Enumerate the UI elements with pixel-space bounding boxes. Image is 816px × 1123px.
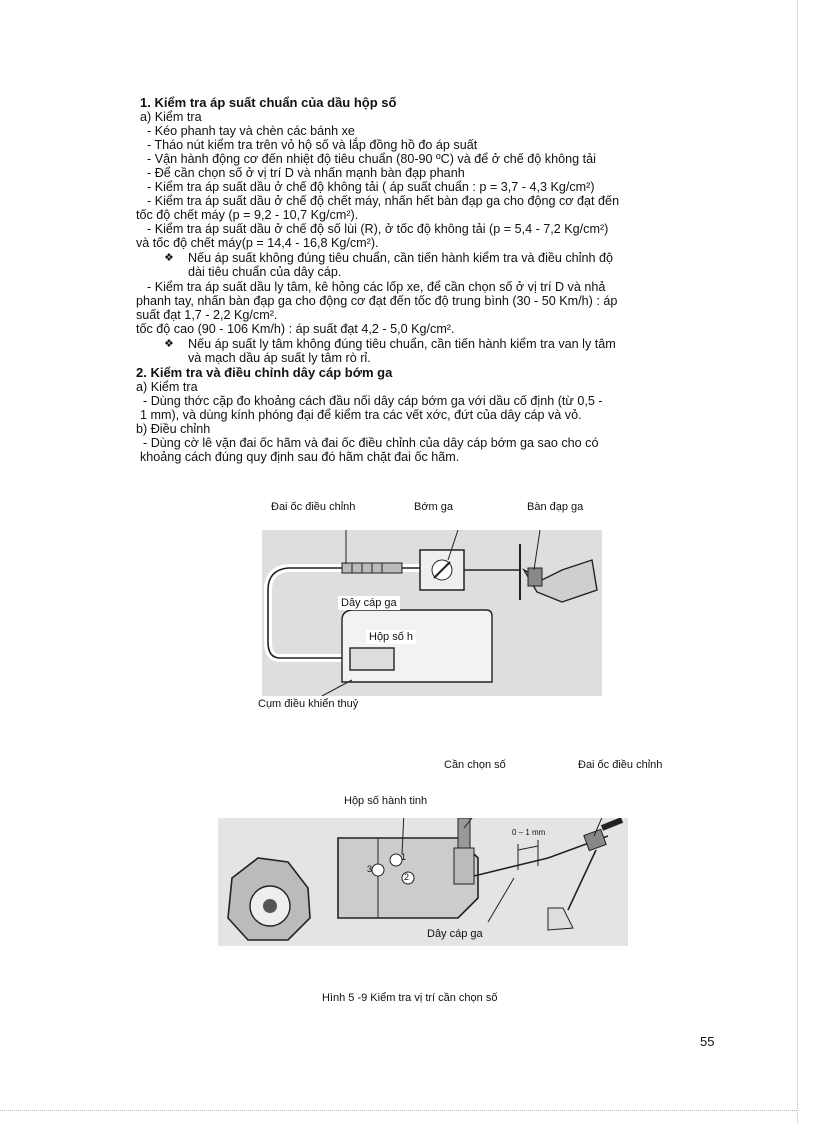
fig2-label-lever: Cần chọn số xyxy=(444,759,506,771)
section1-line2: - Kiểm tra áp suất dầu ly tâm, kê hỏng các lốp xe, để cần chọn số ở vị trí D và nhả xyxy=(147,280,606,294)
fig1-label-nut: Đai ốc điều chỉnh xyxy=(271,501,356,513)
fig2-label-nut: Đai ốc điều chỉnh xyxy=(578,759,663,771)
section2-a-line: 1 mm), và dùng kính phóng đại để kiểm tra các vết xớc, đứt của dây cáp và vỏ. xyxy=(140,408,582,422)
fig2-label-gap: 0 – 1 mm xyxy=(512,828,546,837)
section1-line: - Để cần chọn số ở vị trí D và nhấn mạnh bàn đạp phanh xyxy=(147,166,465,180)
fig1-label-hydraulic: Cụm điều khiển thuỷ xyxy=(258,698,359,710)
section1-line: - Kiểm tra áp suất dầu ở chế độ chết máy, nhấn hết bàn đạp ga cho động cơ đạt đến xyxy=(147,194,620,208)
fig2-illustration xyxy=(218,818,628,946)
section1-line: - Kéo phanh tay và chèn các bánh xe xyxy=(147,124,355,138)
figure-caption: Hình 5 -9 Kiểm tra vị trí cần chọn số xyxy=(322,992,498,1004)
fig2-drawing xyxy=(218,818,628,946)
section1-line: tốc độ chết máy (p = 9,2 - 10,7 Kg/cm²). xyxy=(136,208,359,222)
section2-sub-a: a) Kiểm tra xyxy=(136,380,198,394)
page-border-bottom xyxy=(0,1110,797,1111)
section2-title: 2. Kiểm tra và điều chỉnh dây cáp bớm ga xyxy=(136,365,393,380)
section1-line: - Vận hành động cơ đến nhiệt độ tiêu chuẩn (80-90 ºC) và để ở chế độ không tải xyxy=(147,152,596,166)
section2-b-line: - Dùng cờ lê vặn đai ốc hãm và đai ốc điều chỉnh của dây cáp bớm ga sao cho có xyxy=(143,436,599,450)
page-number: 55 xyxy=(700,1034,715,1049)
section1-line: - Tháo nút kiểm tra trên vỏ hộ số và lắp đồng hồ đo áp suất xyxy=(147,138,478,152)
page-border-right xyxy=(797,0,798,1123)
section2-a-line: - Dùng thớc cặp đo khoảng cách đầu nối dây cáp bớm ga với dầu cố định (từ 0,5 - xyxy=(143,394,603,408)
note2-line: và mạch dầu áp suất ly tâm rò rỉ. xyxy=(188,351,371,365)
fig2-label-cable: Dây cáp ga xyxy=(424,928,486,940)
section1-line2: suất đạt 1,7 - 2,2 Kg/cm². xyxy=(136,308,278,322)
section1-line: - Kiểm tra áp suất dầu ở chế độ số lùi (R), ở tốc độ không tải (p = 5,4 - 7,2 Kg/cm²) xyxy=(147,222,609,236)
fig1-drawing xyxy=(262,530,602,696)
section1-line: và tốc độ chết máy(p = 14,4 - 16,8 Kg/cm²). xyxy=(136,236,379,250)
fig2-num-3: 3 xyxy=(367,864,373,874)
section2-b-line: khoảng cách đúng quy định sau đó hãm chặt đai ốc hãm. xyxy=(140,450,460,464)
note1-line: dài tiêu chuẩn của dây cáp. xyxy=(188,265,342,279)
section2-sub-b: b) Điều chỉnh xyxy=(136,422,211,436)
section1-line: - Kiểm tra áp suất dầu ở chế độ không tải ( áp suất chuẩn : p = 3,7 - 4,3 Kg/cm²) xyxy=(147,180,595,194)
fig1-label-cable: Dây cáp ga xyxy=(338,596,400,610)
section1-sub-a: a) Kiểm tra xyxy=(140,110,202,124)
note1-line: ❖ Nếu áp suất không đúng tiêu chuẩn, cần tiến hành kiểm tra và điều chỉnh độ xyxy=(188,251,613,266)
section1-title: 1. Kiểm tra áp suất chuẩn của dầu hộp số xyxy=(140,95,397,110)
section1-line2: tốc độ cao (90 - 106 Km/h) : áp suất đạt 4,2 - 5,0 Kg/cm². xyxy=(136,322,455,336)
fig1-label-pedal: Bàn đạp ga xyxy=(527,501,584,513)
note2-line: ❖ Nếu áp suất ly tâm không đúng tiêu chuẩn, cần tiến hành kiểm tra van ly tâm xyxy=(188,337,616,352)
fig1-illustration xyxy=(262,530,602,696)
fig2-num-2: 2 xyxy=(404,872,410,882)
fig2-label-gearbox: Hộp số hành tinh xyxy=(344,795,428,807)
fig1-label-throttle: Bớm ga xyxy=(414,501,454,513)
section1-line2: phanh tay, nhấn bàn đạp ga cho động cơ đạt đến tốc độ trung bình (30 - 50 Km/h) : áp xyxy=(136,294,618,308)
fig1-label-gearbox: Hộp số h xyxy=(366,630,416,644)
fig2-num-1: 1 xyxy=(401,852,407,862)
